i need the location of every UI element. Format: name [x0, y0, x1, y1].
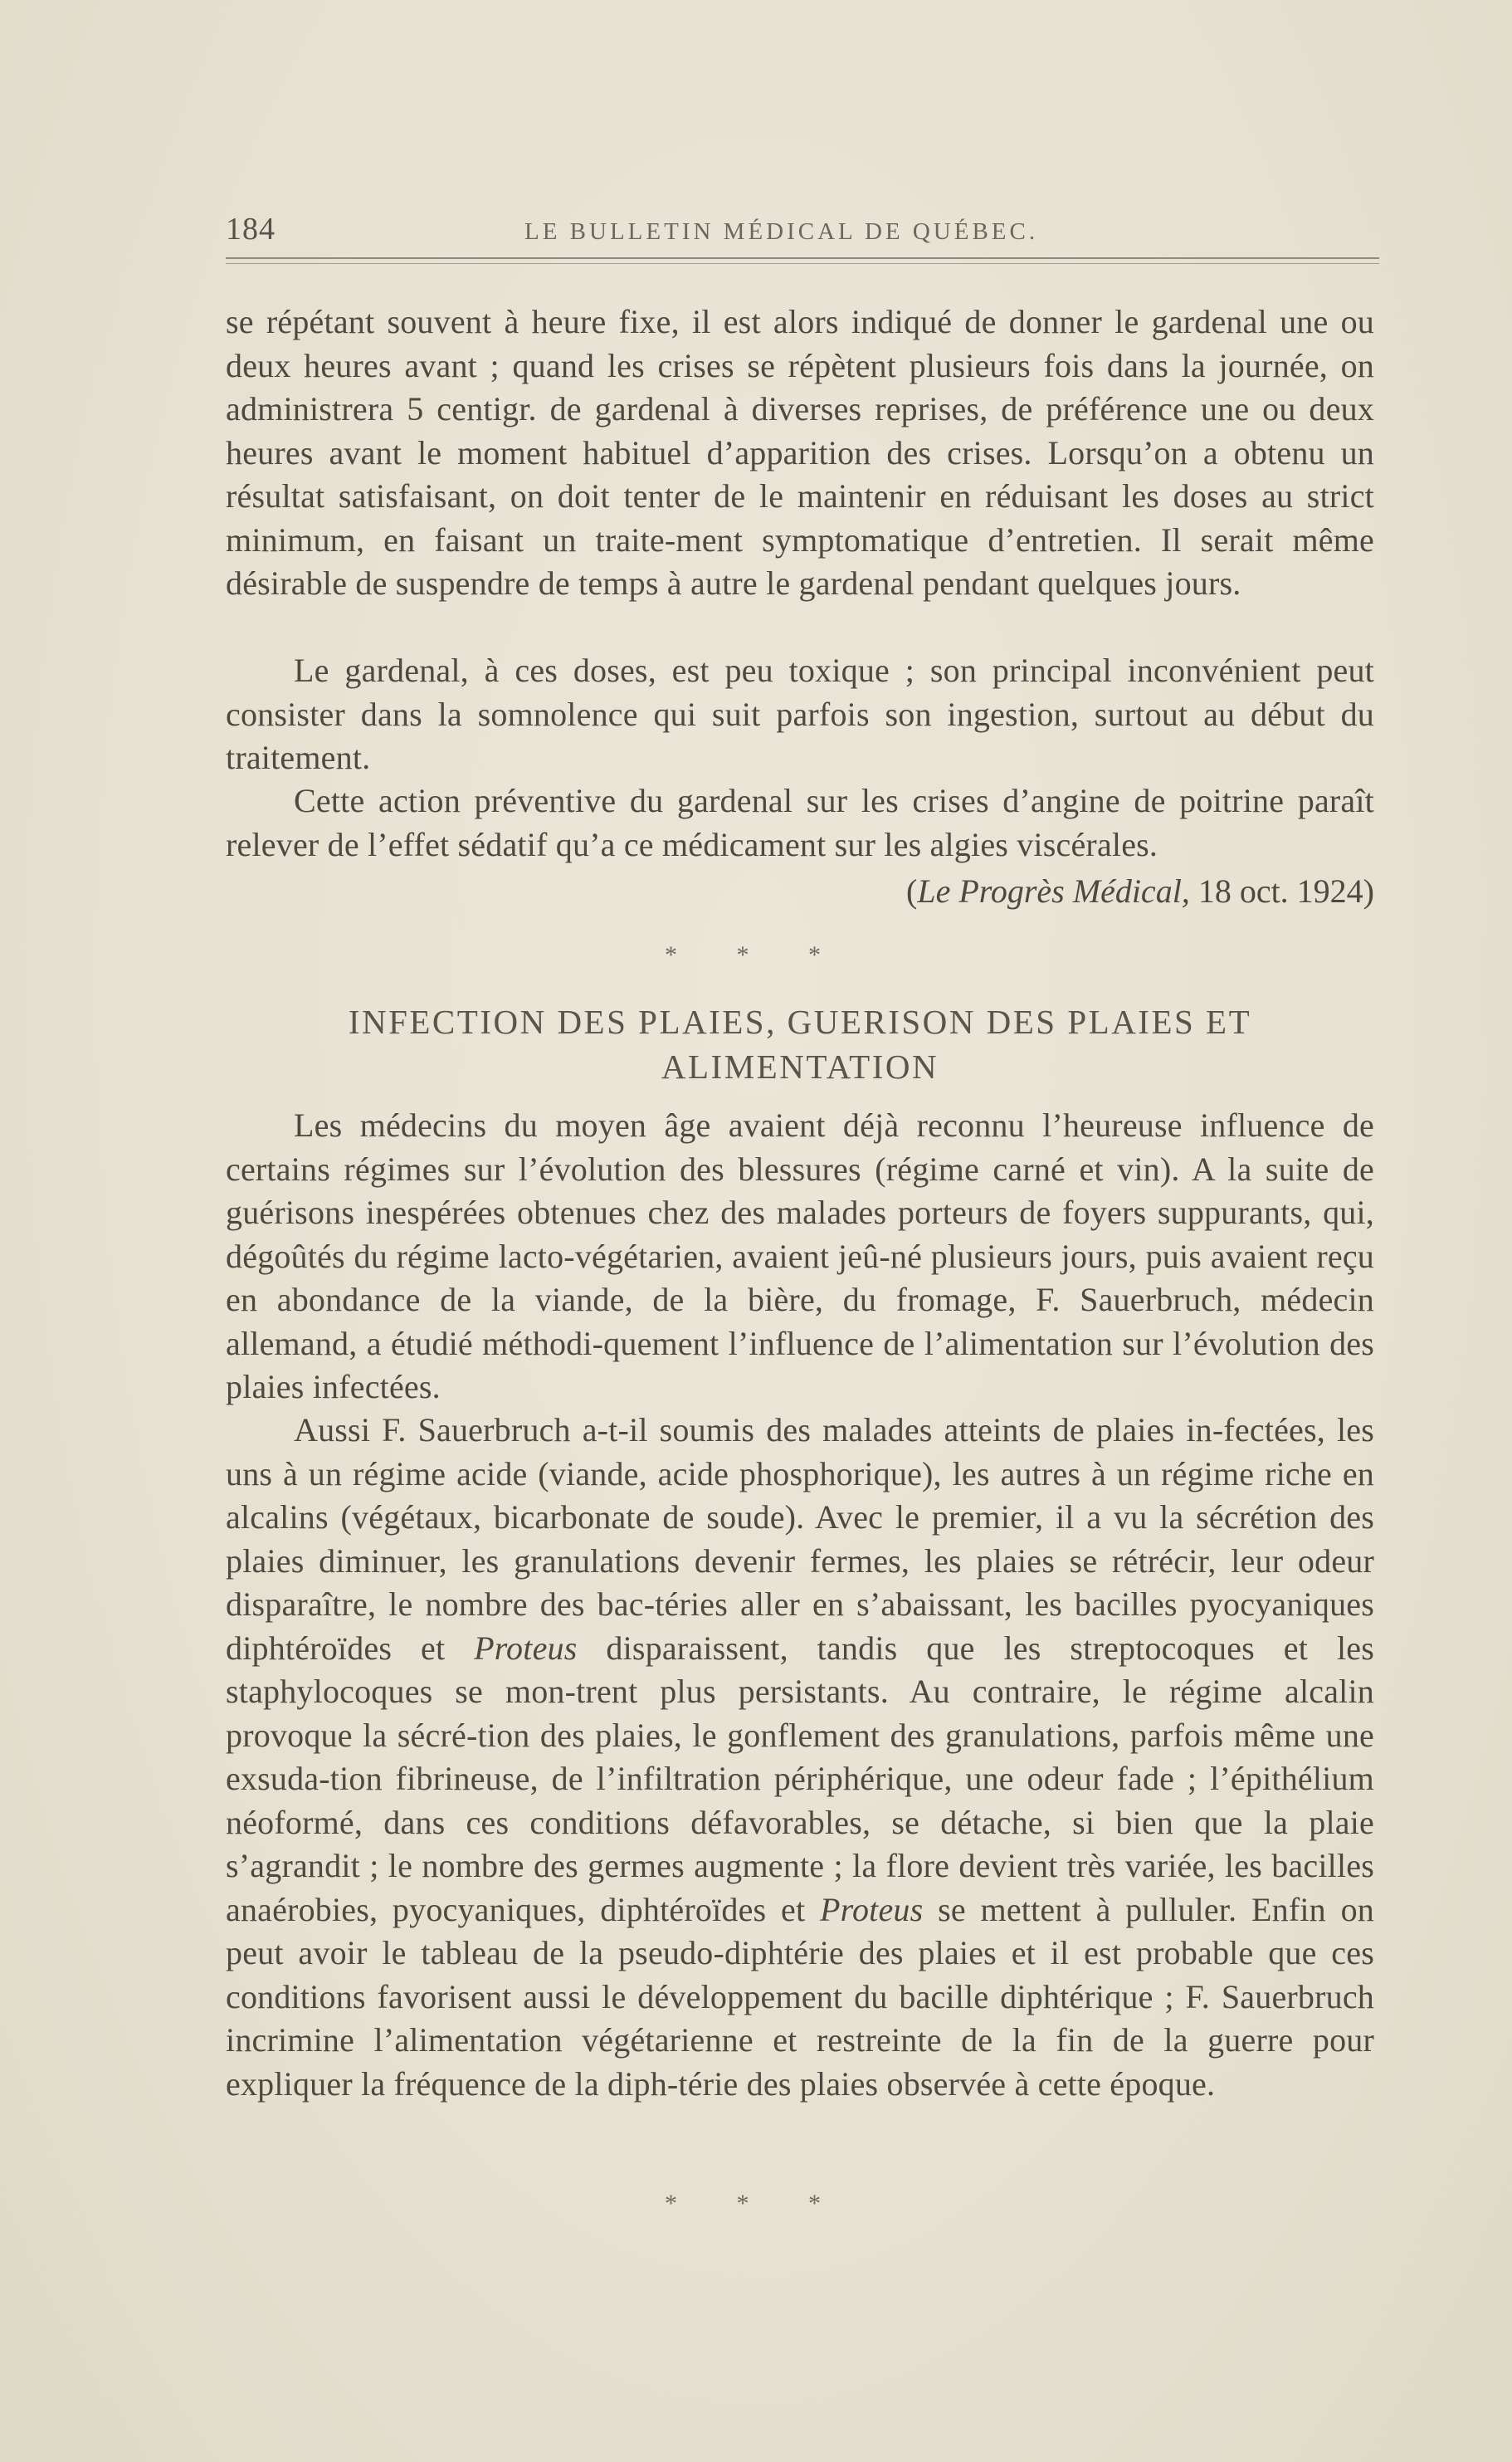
- paragraph-gardenal-toxicity: Le gardenal, à ces doses, est peu toxique ; son principal inconvénient peut consister dans la somnolence qui suit parfois son ingestion, surtout au début du traitement.: [226, 652, 1374, 776]
- paragraph-gardenal-dosage: se répétant souvent à heure fixe, il est alors indiqué de donner le gardenal une ou deux heures avant ; quand les crises se répètent plusieurs fois dans la journée, on administrera 5 centigr. de gardenal à diverses reprises, de préférence une ou deux heures avant le moment habituel d’apparition des crises. Lorsqu’on a obtenu un résultat satisfaisant, on doit tenter de le maintenir en réduisant les doses au strict minimum, en faisant un traite-ment symptomatique d’entretien. Il serait même désirable de suspendre de temps à autre le gardenal pendant quelques jours.: [226, 303, 1374, 602]
- citation-journal: Le Progrès Médical,: [917, 872, 1190, 910]
- proteus-term: Proteus: [474, 1629, 578, 1667]
- paragraph-gardenal-action: Cette action préventive du gardenal sur les crises d’angine de poitrine paraît relever de l’effet sédatif qu’a ce médicament sur les algies viscérales.: [226, 782, 1374, 863]
- end-separator: * * *: [665, 2190, 847, 2217]
- paragraph-medieval-diets: Les médecins du moyen âge avaient déjà reconnu l’heureuse influence de certains régimes sur l’évolution des blessures (régime carné et vin). A la suite de guérisons inespérées obtenues chez des malades porteurs de foyers suppurants, qui, dégoûtés du régime lacto-végétarien, avaient jeû-né plusieurs jours, puis avaient reçu en abondance de la viande, de la bière, du fromage, F. Sauerbruch, médecin allemand, a étudié méthodi-quement l’influence de l’alimentation sur l’évolution des plaies infectées.: [226, 1106, 1374, 1405]
- section-separator: * * *: [665, 941, 847, 969]
- page-header: [226, 211, 1386, 247]
- proteus-term: Proteus: [820, 1890, 924, 1928]
- citation-open: (: [906, 872, 918, 910]
- citation-date: 18 oct. 1924): [1189, 872, 1374, 910]
- header-rule-thin: [226, 263, 1379, 264]
- citation: [226, 872, 1374, 911]
- running-title: LE BULLETIN MÉDICAL DE QUÉBEC.: [524, 218, 1039, 245]
- header-rule: [226, 257, 1379, 259]
- page-number: 184: [226, 212, 276, 247]
- sauerbruch-text-1: Aussi F. Sauerbruch a-t-il soumis des malades atteints de plaies in-fectées, les uns à un régime acide (viande, acide phosphorique), les autres à un régime riche en alcalins (végétaux, bicarbonate de soude). Avec le premier, il a vu la sécrétion des plaies diminuer, les granulations devenir fermes, les plaies se rétrécir, leur odeur disparaître, le nombre des bac-téries aller en s’abaissant, les bacilles pyocyaniques diphtéroïdes et: [226, 1411, 1374, 1667]
- section-heading: INFECTION DES PLAIES, GUERISON DES PLAIES ET ALIMENTATION: [348, 1003, 1252, 1086]
- sauerbruch-text-2: disparaissent, tandis que les streptocoques et les staphylocoques se mon-trent plus persistants. Au contraire, le régime alcalin provoque la sécré-tion des plaies, le gonflement des granulations, parfois même une exsuda-tion fibrineuse, de l’infiltration périphérique, une odeur fade ; l’épithélium néoformé, dans ces conditions défavorables, se détache, si bien que la plaie s’agrandit ; le nombre des germes augmente ; la flore devient très variée, les bacilles anaérobies, pyocyaniques, diphtéroïdes et: [226, 1629, 1374, 1928]
- paragraph-sauerbruch-study: [226, 1409, 1374, 2106]
- sauerbruch-text-3: se mettent à pulluler. Enfin on peut avoir le tableau de la pseudo-diphtérie des plaies et il est probable que ces conditions favorisent aussi le développement du bacille diphtérique ; F. Sauerbruch incrimine l’alimentation végétarienne et restreinte de la fin de la guerre pour expliquer la fréquence de la diph-térie des plaies observée à cette époque.: [226, 1890, 1374, 2103]
